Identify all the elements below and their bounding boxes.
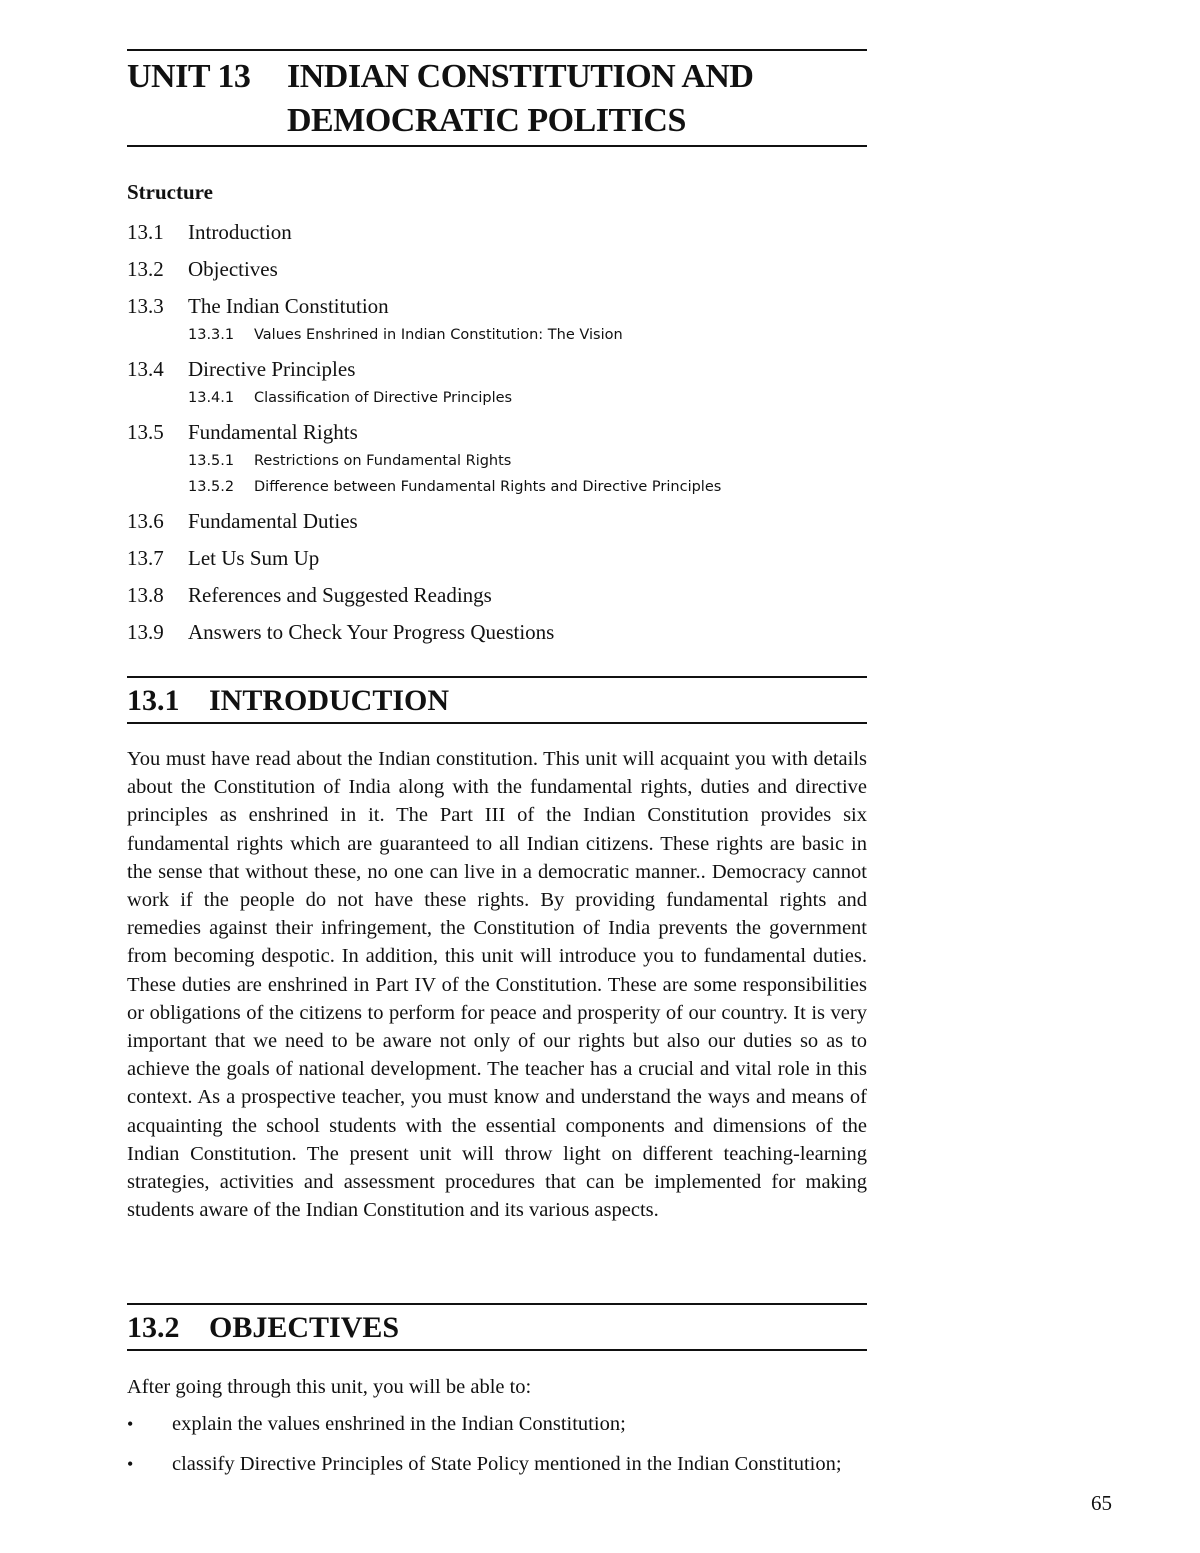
bottom-rule — [127, 145, 867, 147]
toc-subitem: 13.4.1 Classification of Directive Principles — [188, 390, 513, 406]
unit-number: UNIT 13 — [127, 58, 251, 95]
structure-heading: Structure — [127, 180, 213, 204]
page-number: 65 — [1091, 1491, 1112, 1515]
list-item: • classify Directive Principles of State Policy mentioned in the Indian Constitution; — [127, 1450, 867, 1478]
toc-subitem: 13.5.1 Restrictions on Fundamental Rights — [188, 453, 512, 469]
table-of-contents — [127, 219, 867, 656]
unit-title — [127, 51, 867, 145]
toc-item: 13.6 Fundamental Duties — [127, 509, 358, 533]
toc-item: 13.3 The Indian Constitution — [127, 294, 389, 318]
toc-item: 13.1 Introduction — [127, 220, 292, 244]
section-number: 13.1 — [127, 684, 180, 717]
section-number: 13.2 — [127, 1311, 180, 1344]
toc-subitem: 13.5.2 Difference between Fundamental Rights and Directive Principles — [188, 479, 722, 495]
unit-title-line2: DEMOCRATIC POLITICS — [287, 102, 686, 139]
bullet-icon: • — [127, 1414, 134, 1434]
toc-item: 13.4 Directive Principles — [127, 357, 356, 381]
unit-header — [127, 49, 867, 147]
toc-item: 13.7 Let Us Sum Up — [127, 546, 320, 570]
unit-title-line1: INDIAN CONSTITUTION AND — [287, 58, 754, 95]
objectives-heading — [127, 1303, 867, 1351]
toc-subitem: 13.3.1 Values Enshrined in Indian Constitution: The Vision — [188, 327, 623, 343]
introduction-heading — [127, 676, 867, 724]
toc-item: 13.8 References and Suggested Readings — [127, 583, 492, 607]
toc-item: 13.5 Fundamental Rights — [127, 420, 358, 444]
section-title: OBJECTIVES — [209, 1311, 400, 1344]
section-title: INTRODUCTION — [209, 684, 450, 717]
objectives-lead: After going through this unit, you will be able to: — [127, 1376, 532, 1398]
introduction-paragraph: You must have read about the Indian constitution. This unit will acquaint you with details about the Constitution of India along with the fundamental rights, duties and directive principles as enshrined in it. The Part III of the Indian Constitution provides six fundamental rights which are guaranteed to all Indian citizens. These rights are basic in the sense that without these, no one can live in a democratic manner.. Democracy cannot work if the people do not have these rights. By providing fundamental rights and remedies against their infringement, the Constitution of India prevents the government from becoming despotic. In addition, this unit will introduce you to fundamental duties. These duties are enshrined in Part IV of the Constitution. These are some responsibilities or obligations of the citizens to perform for peace and prosperity of our country. It is very important that we need to be aware not only of our rights but also our duties so as to achieve the goals of national development. The teacher has a crucial and vital role in this context. As a prospective teacher, you must know and understand the ways and means of acquainting the school students with the essential components and dimensions of the Indian Constitution. The present unit will throw light on different teaching-learning strategies, activities and assessment procedures that can be implemented for making students aware of the Indian Constitution and its various aspects. — [127, 748, 867, 1222]
toc-item: 13.9 Answers to Check Your Progress Questions — [127, 620, 555, 644]
toc-item: 13.2 Objectives — [127, 257, 278, 281]
list-item: • explain the values enshrined in the Indian Constitution; — [127, 1410, 867, 1438]
objectives-list — [127, 1410, 867, 1490]
bullet-icon: • — [127, 1454, 134, 1474]
